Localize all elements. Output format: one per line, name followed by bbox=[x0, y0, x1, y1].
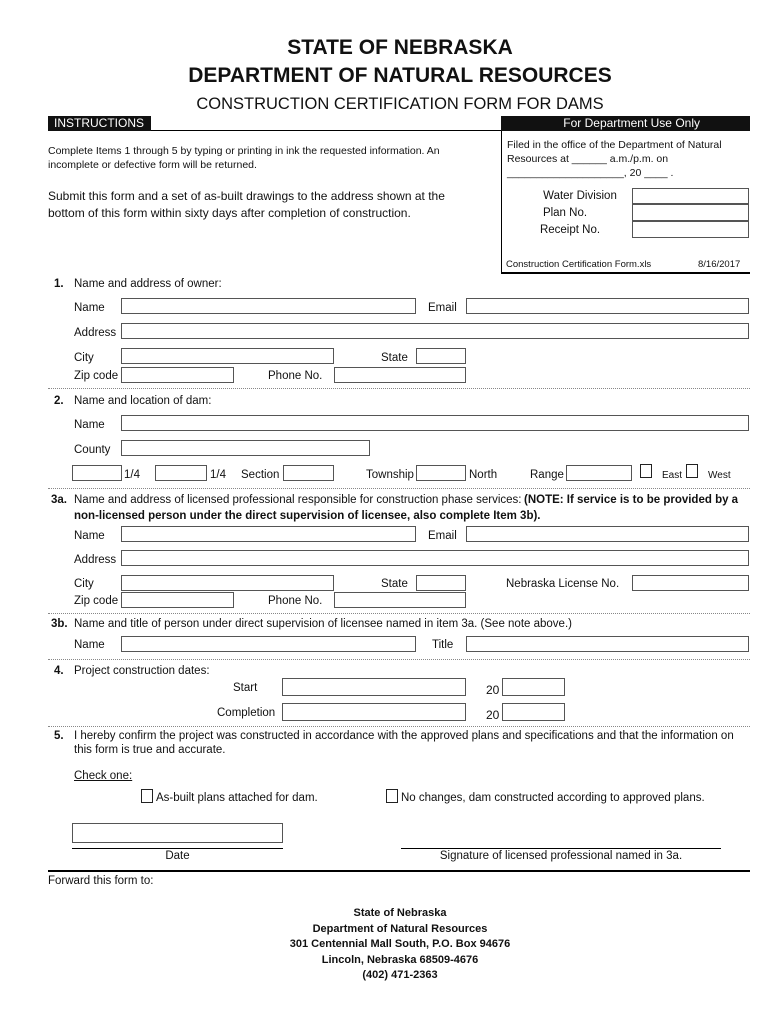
address-line-4: Lincoln, Nebraska 68509-4676 bbox=[321, 954, 479, 966]
professional-state-label: State bbox=[381, 578, 408, 590]
date-field[interactable] bbox=[72, 823, 283, 843]
quarter-2-field[interactable] bbox=[155, 465, 207, 481]
owner-email-field[interactable] bbox=[466, 298, 749, 314]
township-field[interactable] bbox=[416, 465, 466, 481]
start-date-field[interactable] bbox=[282, 678, 466, 696]
divider-3b bbox=[48, 659, 750, 660]
dept-bottom-rule bbox=[501, 272, 750, 274]
check-one-label: Check one: bbox=[74, 770, 133, 782]
start-year-field[interactable] bbox=[502, 678, 565, 696]
submit-line-2: bottom of this form within sixty days after completion of construction. bbox=[48, 206, 411, 220]
owner-address-field[interactable] bbox=[121, 323, 749, 339]
dept-divider bbox=[501, 131, 502, 274]
quarter-1-field[interactable] bbox=[72, 465, 122, 481]
date-label: Date bbox=[165, 850, 190, 862]
instructions-line-2: incomplete or defective form will be returned. bbox=[48, 159, 257, 171]
owner-name-field[interactable] bbox=[121, 298, 416, 314]
completion-year-prefix: 20 bbox=[486, 708, 500, 722]
address-line-2: Department of Natural Resources bbox=[312, 923, 488, 935]
file-date: 8/16/2017 bbox=[698, 259, 741, 270]
instructions-label: INSTRUCTIONS bbox=[48, 116, 151, 131]
professional-name-label: Name bbox=[74, 530, 105, 542]
quarter-2-label: 1/4 bbox=[210, 469, 226, 481]
form-subtitle: CONSTRUCTION CERTIFICATION FORM FOR DAMS bbox=[196, 95, 604, 113]
section-3b-heading: Name and title of person under direct supervision of licensee named in item 3a. (See note above.) bbox=[74, 618, 572, 630]
address-line-5: (402) 471-2363 bbox=[362, 969, 438, 981]
start-label: Start bbox=[233, 682, 258, 694]
professional-zip-label: Zip code bbox=[74, 595, 119, 607]
license-label: Nebraska License No. bbox=[506, 578, 620, 590]
owner-city-field[interactable] bbox=[121, 348, 334, 364]
range-label: Range bbox=[530, 469, 564, 481]
owner-phone-field[interactable] bbox=[334, 367, 466, 383]
supervised-title-label: Title bbox=[432, 639, 454, 651]
forward-label: Forward this form to: bbox=[48, 875, 154, 887]
township-label: Township bbox=[366, 469, 414, 481]
professional-address-field[interactable] bbox=[121, 550, 749, 566]
section-field[interactable] bbox=[283, 465, 334, 481]
range-field[interactable] bbox=[566, 465, 632, 481]
professional-city-field[interactable] bbox=[121, 575, 334, 591]
dam-name-label: Name bbox=[74, 419, 105, 431]
professional-zip-field[interactable] bbox=[121, 592, 234, 608]
divider-4 bbox=[48, 726, 750, 727]
title-line-1: STATE OF NEBRASKA bbox=[287, 36, 513, 59]
plan-no-field[interactable] bbox=[632, 204, 749, 221]
plan-no-label: Plan No. bbox=[542, 207, 588, 219]
section-1-number: 1. bbox=[54, 278, 64, 290]
dam-county-field[interactable] bbox=[121, 440, 370, 456]
owner-phone-label: Phone No. bbox=[268, 370, 323, 382]
east-checkbox[interactable] bbox=[640, 464, 652, 478]
signature-line[interactable] bbox=[401, 848, 721, 849]
owner-zip-field[interactable] bbox=[121, 367, 234, 383]
date-line bbox=[72, 848, 283, 849]
as-built-checkbox[interactable] bbox=[141, 789, 153, 803]
divider-2 bbox=[48, 488, 750, 489]
license-field[interactable] bbox=[632, 575, 749, 591]
professional-address-label: Address bbox=[74, 554, 117, 566]
supervised-name-label: Name bbox=[74, 639, 105, 651]
section-3a-note-1: (NOTE: If service is to be provided by a bbox=[524, 494, 739, 506]
address-line-3: 301 Centennial Mall South, P.O. Box 94676 bbox=[289, 938, 511, 950]
as-built-label: As-built plans attached for dam. bbox=[156, 792, 318, 804]
section-3a-note-2: non-licensed person under the direct supervision of licensee, also complete Item 3b). bbox=[74, 510, 541, 522]
owner-city-label: City bbox=[74, 352, 94, 364]
filed-line-1: Filed in the office of the Department of Natural bbox=[507, 139, 722, 151]
completion-date-field[interactable] bbox=[282, 703, 466, 721]
section-3b-number: 3b. bbox=[51, 618, 68, 630]
no-changes-checkbox[interactable] bbox=[386, 789, 398, 803]
water-division-field[interactable] bbox=[632, 188, 749, 204]
section-2-number: 2. bbox=[54, 395, 64, 407]
receipt-no-field[interactable] bbox=[632, 221, 749, 238]
divider-3a bbox=[48, 613, 750, 614]
completion-year-field[interactable] bbox=[502, 703, 565, 721]
section-3a-number: 3a. bbox=[51, 494, 67, 506]
submit-line-1: Submit this form and a set of as-built drawings to the address shown at the bbox=[48, 189, 445, 203]
file-name: Construction Certification Form.xls bbox=[506, 259, 652, 270]
supervised-title-field[interactable] bbox=[466, 636, 749, 652]
section-3a-heading: Name and address of licensed professional responsible for construction phase services: bbox=[74, 494, 522, 506]
owner-name-label: Name bbox=[74, 302, 105, 314]
section-5-line-1: I hereby confirm the project was constructed in accordance with the approved plans and specifications and that the information on bbox=[74, 730, 734, 742]
professional-city-label: City bbox=[74, 578, 94, 590]
filed-line-2: Resources at ______ a.m./p.m. on bbox=[507, 153, 669, 165]
title-line-2: DEPARTMENT OF NATURAL RESOURCES bbox=[188, 64, 612, 87]
quarter-1-label: 1/4 bbox=[124, 469, 140, 481]
signature-label: Signature of licensed professional named in 3a. bbox=[439, 850, 683, 862]
section-4-heading: Project construction dates: bbox=[74, 665, 210, 677]
instructions-underline bbox=[151, 130, 501, 131]
divider-5 bbox=[48, 870, 750, 872]
professional-state-field[interactable] bbox=[416, 575, 466, 591]
owner-state-field[interactable] bbox=[416, 348, 466, 364]
dept-use-label: For Department Use Only bbox=[501, 116, 750, 131]
professional-name-field[interactable] bbox=[121, 526, 416, 542]
section-1-heading: Name and address of owner: bbox=[74, 278, 222, 290]
water-division-label: Water Division bbox=[543, 190, 617, 202]
dam-county-label: County bbox=[74, 444, 111, 456]
receipt-no-label: Receipt No. bbox=[539, 224, 601, 236]
owner-address-label: Address bbox=[74, 327, 117, 339]
owner-zip-label: Zip code bbox=[74, 370, 119, 382]
owner-email-label: Email bbox=[428, 302, 457, 314]
filed-line-3: ____________________, 20 ____ . bbox=[507, 167, 674, 179]
instructions-line-1: Complete Items 1 through 5 by typing or printing in ink the requested information. An bbox=[48, 145, 440, 157]
section-label: Section bbox=[241, 469, 280, 481]
completion-label: Completion bbox=[217, 707, 276, 719]
professional-email-field[interactable] bbox=[466, 526, 749, 542]
section-5-number: 5. bbox=[54, 730, 64, 742]
owner-state-label: State bbox=[381, 352, 408, 364]
section-5-line-2: this form is true and accurate. bbox=[74, 744, 226, 756]
dam-name-field[interactable] bbox=[121, 415, 749, 431]
divider-1 bbox=[48, 388, 750, 389]
west-label: West bbox=[708, 470, 731, 481]
start-year-prefix: 20 bbox=[486, 683, 500, 697]
address-line-1: State of Nebraska bbox=[353, 907, 447, 919]
professional-phone-field[interactable] bbox=[334, 592, 466, 608]
professional-phone-label: Phone No. bbox=[268, 595, 323, 607]
west-checkbox[interactable] bbox=[686, 464, 698, 478]
east-label: East bbox=[662, 470, 683, 481]
north-label: North bbox=[469, 469, 498, 481]
section-4-number: 4. bbox=[54, 665, 64, 677]
section-2-heading: Name and location of dam: bbox=[74, 395, 212, 407]
professional-email-label: Email bbox=[428, 530, 457, 542]
no-changes-label: No changes, dam constructed according to approved plans. bbox=[401, 792, 705, 804]
supervised-name-field[interactable] bbox=[121, 636, 416, 652]
